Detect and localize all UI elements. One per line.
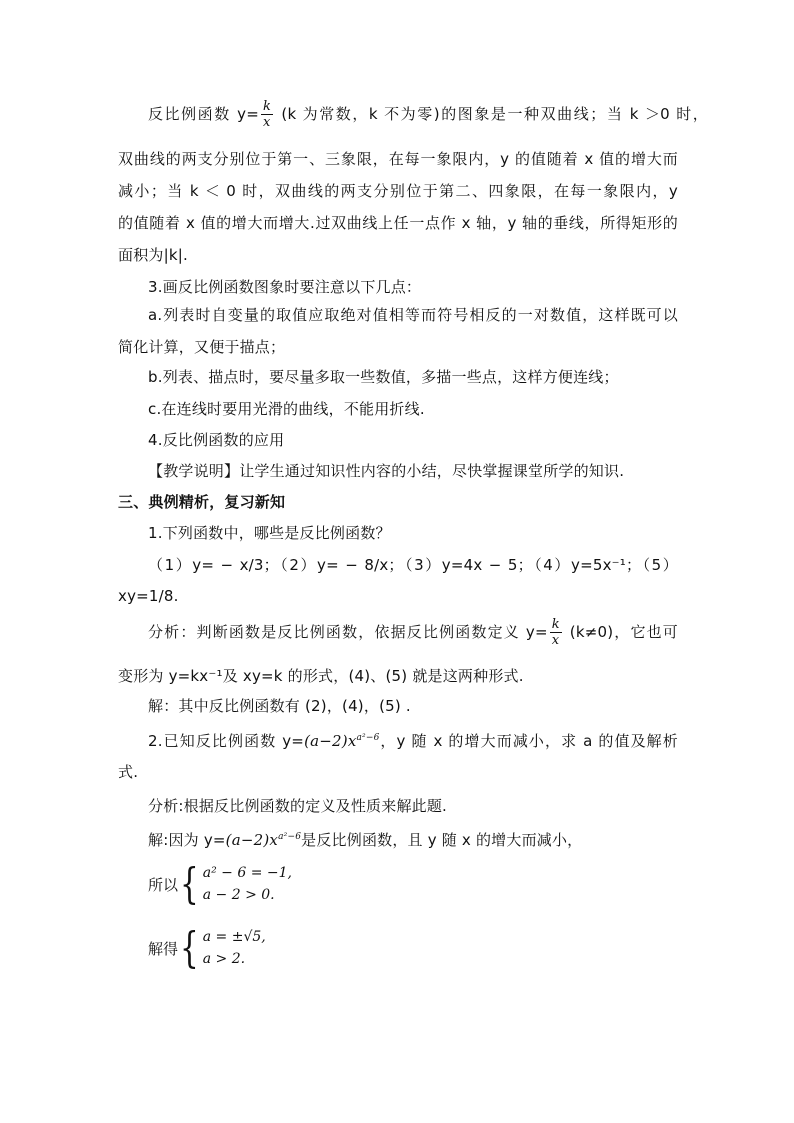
text-line: 3.画反比例函数图象时要注意以下几点： <box>148 278 422 296</box>
equation-system-1: 所以 { a² − 6 = −1, a − 2 > 0. <box>148 859 292 908</box>
question-1: 1.下列函数中，哪些是反比例函数？ <box>148 524 391 542</box>
text-line: 简化计算，又便于描点； <box>118 338 286 356</box>
text-line: 变形为 y=kx⁻¹及 xy=k 的形式，(4)、(5) 就是这两种形式. <box>118 667 524 685</box>
fraction: $\frac{k}{x}$ <box>551 617 560 648</box>
text-line: 减小；当 k ＜ 0 时，双曲线的两支分别位于第二、四象限，在每一象限内，y <box>118 182 678 200</box>
answer-1: 解：其中反比例函数有 (2)，(4)，(5) . <box>148 697 411 715</box>
question-1-options: （1）y= − x/3；（2）y= − 8/x；（3）y=4x − 5；（4）y=5x⁻¹；（5） <box>148 556 678 574</box>
text-line: c.在连线时要用光滑的曲线，不能用折线. <box>148 400 425 418</box>
section-heading: 三、典例精析，复习新知 <box>118 493 286 511</box>
solution-2: 解:因为 $y=(a-2)x^{a^2-6}$是反比例函数，且 y 随 x 的增大而减小， <box>148 831 583 849</box>
question-2: 2.已知反比例函数 $y=(a-2)x^{a^2-6}$，y 随 x 的增大而减小，求 a 的值及解析 <box>148 732 678 750</box>
text-line: 式. <box>118 763 139 781</box>
text-line: 双曲线的两支分别位于第一、三象限，在每一象限内，y 的值随着 x 值的增大而 <box>118 150 678 168</box>
text-line: 的值随着 x 值的增大而增大.过双曲线上任一点作 x 轴，y 轴的垂线，所得矩形的 <box>118 214 678 232</box>
text-line: b.列表、描点时，要尽量多取一些数值，多描一些点，这样方便连线； <box>148 368 619 386</box>
fraction: $\frac{k}{x}$ <box>262 99 272 130</box>
text-line: xy=1/8. <box>118 587 179 605</box>
teaching-note: 【教学说明】让学生通过知识性内容的小结，尽快掌握课堂所学的知识. <box>148 462 625 480</box>
analysis-2: 分析:根据反比例函数的定义及性质来解此题. <box>148 797 448 815</box>
text-line: 反比例函数 y= $\frac{k}{x}$ (k 为常数，k 不为零)的图象是一种双曲线；当 k ＞0 时， <box>148 99 708 130</box>
text-line: 4.反比例函数的应用 <box>148 431 285 449</box>
text-line: 面积为|k|. <box>118 246 188 264</box>
analysis-1: 分析：判断函数是反比例函数，依据反比例函数定义 y= $\frac{k}{x}$ (k≠0)，它也可 <box>148 617 678 648</box>
equation-system-2: 解得 { a = ±√5, a > 2. <box>148 923 266 972</box>
text-line: a.列表时自变量的取值应取绝对值相等而符号相反的一对数值，这样既可以 <box>148 306 678 324</box>
